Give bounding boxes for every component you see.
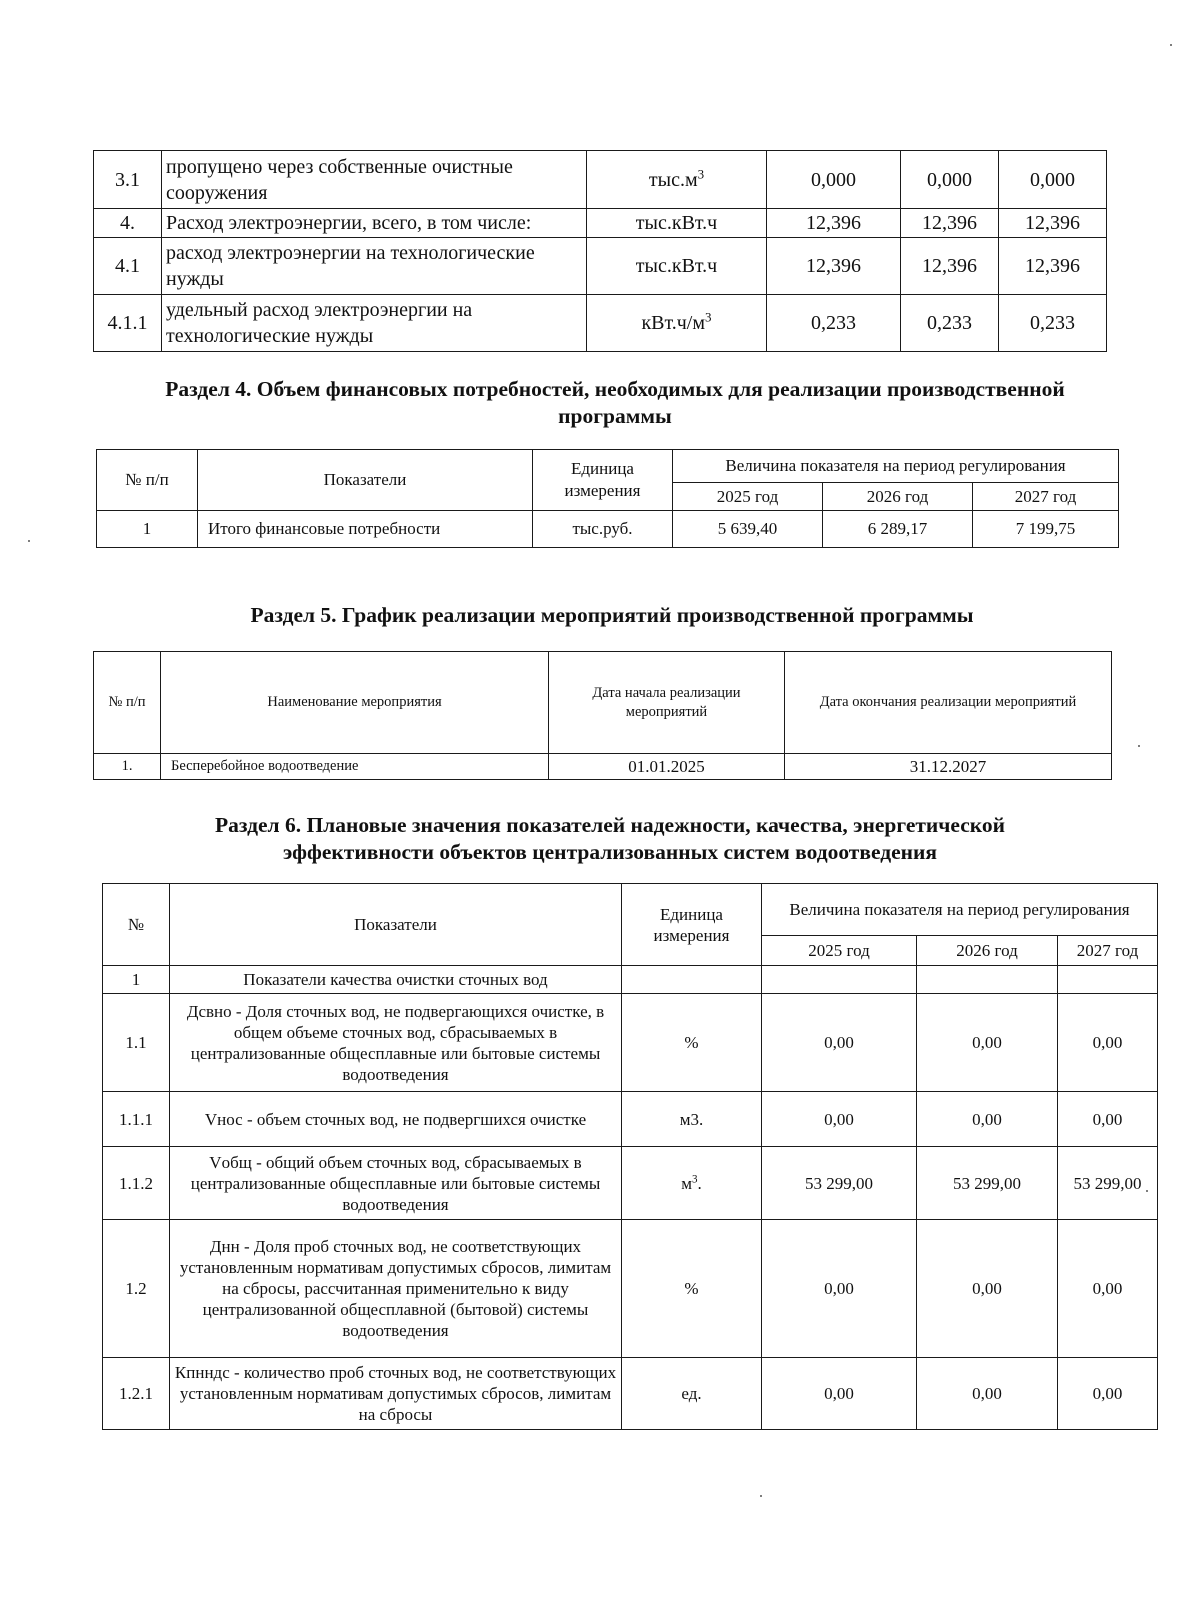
scan-speck [1138,745,1140,747]
row-number: 1.1 [103,994,170,1092]
table-row [103,1220,1158,1358]
row-unit: % [622,1220,762,1358]
row-name: удельный расход электроэнергии на технологические нужды [162,295,587,352]
header-end-date: Дата окончания реализации мероприятий [785,652,1112,754]
row-name: пропущено через собственные очистные сооружения [162,151,587,209]
table-header-row [94,652,1112,754]
section3-table [93,150,1107,352]
row-number: 4.1 [94,238,162,295]
value-2027: 53 299,00 [1058,1147,1158,1220]
table-row [94,151,1107,209]
section5-table [93,651,1112,780]
value-2027: 7 199,75 [973,511,1119,548]
value-2027: 0,00 [1058,1220,1158,1358]
table-row [103,1092,1158,1147]
row-unit: ед. [622,1358,762,1430]
row-name: Vнос - объем сточных вод, не подвергшихся очистке [170,1092,622,1147]
row-unit: м3. [622,1092,762,1147]
section6-table-block [102,883,1157,1430]
value-2026: 12,396 [901,209,999,238]
table-row [94,754,1112,780]
value-2025: 12,396 [767,238,901,295]
row-unit: $тыс.м^3$ [587,151,767,209]
section6-table [102,883,1158,1430]
value-2025: 0,00 [762,1092,917,1147]
header-unit: Единица измерения [533,450,673,511]
table-row [94,238,1107,295]
row-unit: $м^3$. [622,1147,762,1220]
value-2027: 0,000 [999,151,1107,209]
value-2027: 0,233 [999,295,1107,352]
value-2025: 53 299,00 [762,1147,917,1220]
value-2026: 6 289,17 [823,511,973,548]
value-2026: 0,00 [917,994,1058,1092]
row-name: Итого финансовые потребности [198,511,533,548]
scan-speck [28,540,30,542]
scan-speck [1146,1190,1148,1192]
scan-speck [1170,44,1172,46]
section5-title: Раздел 5. График реализации мероприятий производственной программы [250,603,974,627]
header-indicators: Показатели [170,884,622,966]
empty-cell [1058,966,1158,994]
header-number: № [103,884,170,966]
scan-speck [760,1495,762,1497]
row-end-date: 31.12.2027 [785,754,1112,780]
empty-cell [622,966,762,994]
row-name: Кпнндс - количество проб сточных вод, не соответствующих установленным нормативам допустимых сбросов, лимитам на сбросы [170,1358,622,1430]
row-name: Расход электроэнергии, всего, в том числе: [162,209,587,238]
value-2027: 0,00 [1058,1358,1158,1430]
row-number: 4.1.1 [94,295,162,352]
table-group-row [103,966,1158,994]
value-2025: 0,00 [762,1220,917,1358]
section4-table [96,449,1119,548]
header-number: № п/п [97,450,198,511]
header-year-2025: 2025 год [673,483,823,511]
value-2026: 0,00 [917,1092,1058,1147]
header-start-date: Дата начала реализации мероприятий [549,652,785,754]
value-2026: 53 299,00 [917,1147,1058,1220]
value-2026: 0,000 [901,151,999,209]
header-period: Величина показателя на период регулирования [673,450,1119,483]
section3-table-block [93,150,1106,352]
value-2025: 0,233 [767,295,901,352]
value-2027: 12,396 [999,209,1107,238]
row-number: 1.1.2 [103,1147,170,1220]
table-header-row [97,450,1119,483]
header-year-2027: 2027 год [1058,936,1158,966]
section4-table-block [96,449,1118,548]
table-row [94,209,1107,238]
empty-cell [917,966,1058,994]
row-unit: % [622,994,762,1092]
value-2025: 0,00 [762,1358,917,1430]
section5-table-block [93,651,1111,780]
table-row [103,994,1158,1092]
table-row [103,1147,1158,1220]
row-start-date: 01.01.2025 [549,754,785,780]
row-number: 1. [94,754,161,780]
section4-title: Раздел 4. Объем финансовых потребностей, необходимых для реализации производственной программы [165,377,1065,428]
value-2026: 0,233 [901,295,999,352]
row-name: расход электроэнергии на технологические нужды [162,238,587,295]
row-number: 1.1.1 [103,1092,170,1147]
row-name: Бесперебойное водоотведение [161,754,549,780]
row-number: 1.2.1 [103,1358,170,1430]
header-year-2025: 2025 год [762,936,917,966]
row-unit: тыс.кВт.ч [587,209,767,238]
group-name: Показатели качества очистки сточных вод [170,966,622,994]
header-indicators: Показатели [198,450,533,511]
header-unit: Единица измерения [622,884,762,966]
table-row [97,511,1119,548]
header-year-2026: 2026 год [917,936,1058,966]
header-year-2027: 2027 год [973,483,1119,511]
row-number: 3.1 [94,151,162,209]
value-2026: 0,00 [917,1358,1058,1430]
header-period: Величина показателя на период регулирования [762,884,1158,936]
empty-cell [762,966,917,994]
value-2025: 0,000 [767,151,901,209]
value-2026: 12,396 [901,238,999,295]
table-row [94,295,1107,352]
group-number: 1 [103,966,170,994]
section6-title: Раздел 6. Плановые значения показателей надежности, качества, энергетической эффективности объектов централизованных систем водоотведения [214,813,1006,864]
row-number: 1.2 [103,1220,170,1358]
row-name: Днн - Доля проб сточных вод, не соответствующих установленным нормативам допустимых сбросов, лимитам на сбросы, рассчитанная применительно к виду централизованной общесплавной (бытовой) системы водоотведения [170,1220,622,1358]
value-2027: 0,00 [1058,994,1158,1092]
value-2027: 0,00 [1058,1092,1158,1147]
value-2026: 0,00 [917,1220,1058,1358]
header-number: № п/п [94,652,161,754]
value-2025: 5 639,40 [673,511,823,548]
header-activity: Наименование мероприятия [161,652,549,754]
value-2025: 12,396 [767,209,901,238]
row-unit: тыс.руб. [533,511,673,548]
header-year-2026: 2026 год [823,483,973,511]
table-row [103,1358,1158,1430]
value-2025: 0,00 [762,994,917,1092]
value-2027: 12,396 [999,238,1107,295]
row-unit: $кВт.ч/м^3$ [587,295,767,352]
row-name: Vобщ - общий объем сточных вод, сбрасываемых в централизованные общесплавные или бытовые системы водоотведения [170,1147,622,1220]
row-number: 1 [97,511,198,548]
row-name: Дсвно - Доля сточных вод, не подвергающихся очистке, в общем объеме сточных вод, сбрасываемых в централизованные общесплавные или бытовые системы водоотведения [170,994,622,1092]
table-header-row [103,884,1158,936]
row-number: 4. [94,209,162,238]
row-unit: тыс.кВт.ч [587,238,767,295]
